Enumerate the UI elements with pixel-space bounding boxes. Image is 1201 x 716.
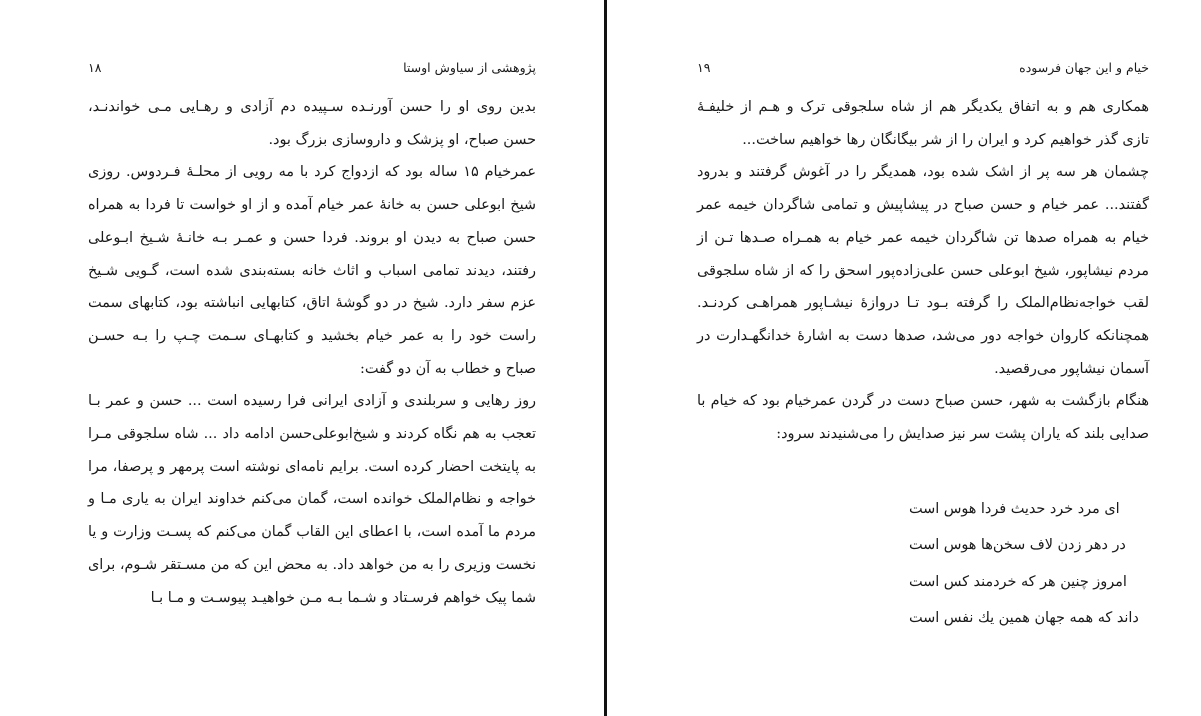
right-header-title: خیام و این جهان فرسوده	[1019, 60, 1149, 75]
right-paragraph-2: چشمان هر سه پر از اشک شده بود، همدیگر را در آغوش گرفتند و بدرود گفتند... عمر خیام و حسن صباح در پیشاپیش و تمامی شاگردان خیمه عمر خیام به همراه صدها تن شاگردان خیمه عمر خیام به همـراه صـدها تـن از مردم نیشاپور، شیخ ابوعلی حسن علی‌زاده‌پور اسحق را که از شاه سلجوقی لقب خواجه‌نظام‌الملک را گرفته بـود تـا دروازهٔ نیشـاپور همراهـی کردنـد. همچنانکه کاروان خواجه دور می‌شد، صدها دست به اشارهٔ خدانگهـدارت در آسمان نیشاپور می‌رقصید.	[697, 164, 1149, 377]
left-paragraph-2: عمرخیام ۱۵ ساله بود که ازدواج کرد با مه رویی از محلـهٔ فـردوس. روزی شیخ ابوعلی حسن به خانهٔ عمر خیام آمده و از او خواست تا فردا به همراه حسن صباح به دیدن او بروند. فردا حسن و عمـر بـه خانـهٔ شـیخ ابـوعلی رفتند، دیدند تمامی اسباب و اثاث خانه بسته‌بندی شده است، گـویی شـیخ عزم سفر دارد. شیخ در دو گوشهٔ اتاق، کتابهایی انباشته بود، کتابهای سمت راست خود را به عمر خیام بخشید و کتابهـای سـمت چـپ را بـه حسـن صباح و خطاب به آن دو گفت:	[88, 164, 536, 377]
left-header-title: پژوهشی از سیاوش اوستا	[403, 60, 536, 75]
right-paragraph-1: همکاری هم و به اتفاق یکدیگر هم از شاه سلجوقی ترک و هـم از خلیفـهٔ تازی گذر خواهیم کرد و ایران را از شر بیگانگان رها خواهیم ساخت...	[697, 99, 1149, 148]
poem-line-3: امروز چنین هر که خردمند کس است	[909, 573, 1127, 590]
poem-quatrain	[909, 491, 1149, 637]
right-paragraph-3: هنگام بازگشت به شهر، حسن صباح دست در گردن عمرخیام بود که خیام با صدایی بلند که یاران پشت سر نیز صدایش را می‌شنیدند سرود:	[697, 393, 1149, 443]
poem-line-1: ای مرد خرد حدیث فردا هوس است	[909, 501, 1120, 517]
poem-line-4: داند که همه جهان همین یك نفس است	[909, 610, 1139, 627]
book-spine	[604, 0, 607, 716]
left-paragraph-3: روز رهایی و سربلندی و آزادی ایرانی فرا رسیده است ... حسن و عمر بـا تعجب به هم نگاه کردند و شیخ‌ابوعلی‌حسن ادامه داد ... شاه سلجوقی مـرا به پایتخت احضار کرده است. برایم نامه‌ای نوشته است پرمهر و پرصفا، مرا خواجه و نظام‌الملک خوانده است، گمان می‌کنم خداوند ایران به یاری مـا و مردم ما آمده است، با اعطای این القاب گمان می‌کنم که پسـت وزارت و یا نخست وزیری را به من خواهد داد. به محض این که من مسـتقر شـوم، برای شما پیک خواهم فرسـتاد و شـما بـه مـن خواهیـد پیوسـت و مـا بـا	[88, 393, 536, 606]
left-page-header	[88, 60, 536, 80]
right-page	[697, 0, 1149, 716]
left-page-number: ۱۸	[88, 60, 102, 75]
left-page	[88, 0, 536, 716]
poem-line-2: در دهر زدن لاف سخن‌ها هوس است	[909, 537, 1126, 554]
right-page-header	[697, 60, 1149, 80]
right-page-number: ۱۹	[697, 60, 711, 75]
left-body-text	[88, 91, 536, 614]
right-body-text	[697, 91, 1149, 451]
left-paragraph-1: بدین روی او را حسن آورنـده سـپیده دم آزادی و رهـایی مـی خواندنـد، حسن صباح، او پزشک و داروسازی بزرگ بود.	[88, 99, 536, 148]
